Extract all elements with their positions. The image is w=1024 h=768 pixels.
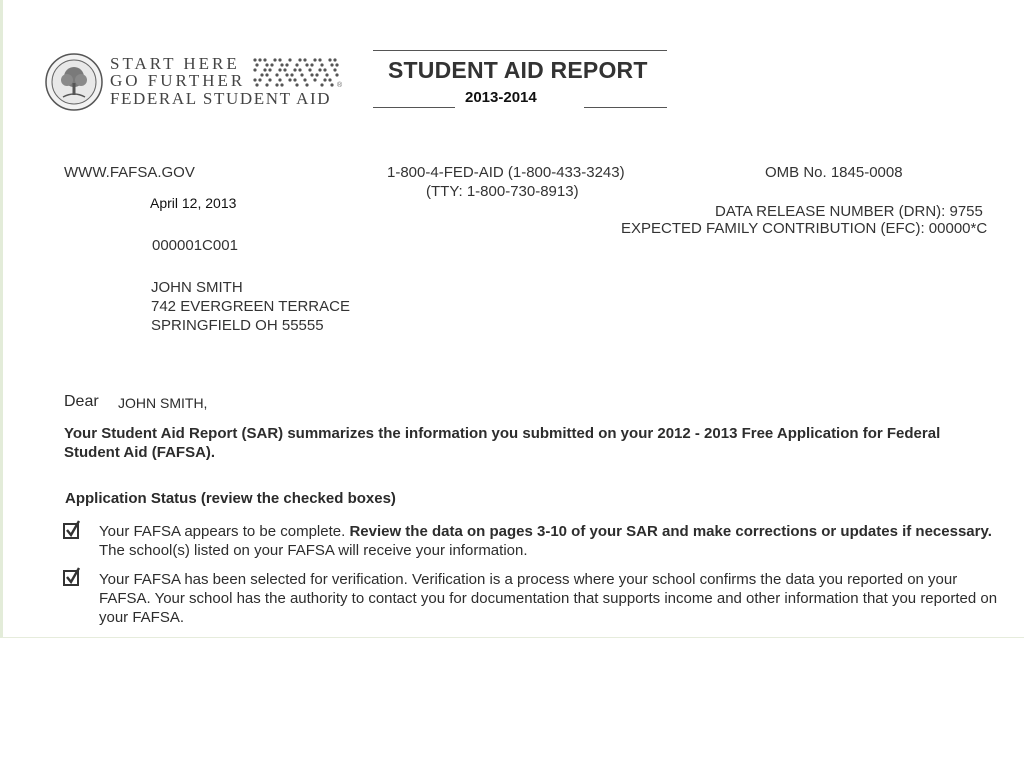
status-item-text-end: The school(s) listed on your FAFSA will receive your information. bbox=[99, 542, 528, 559]
logo-start-here: START HERE bbox=[110, 54, 240, 73]
recipient-city: SPRINGFIELD OH 55555 bbox=[151, 317, 324, 334]
application-status-heading: Application Status (review the checked boxes) bbox=[65, 490, 396, 507]
registered-mark: ® bbox=[337, 82, 343, 89]
status-item-verification bbox=[99, 570, 999, 627]
omb-number: OMB No. 1845-0008 bbox=[765, 164, 903, 181]
website-link[interactable]: WWW.FAFSA.GOV bbox=[64, 164, 195, 181]
checked-box-icon bbox=[63, 520, 81, 540]
phone-number: 1-800-4-FED-AID (1-800-433-3243) bbox=[387, 164, 625, 181]
status-item-text: Your FAFSA has been selected for verification. Verification is a process where your school confirms the data you reported on your FAFSA. Your school has the authority to contact you for documentation that supports income and other information that you reported on your FAFSA. bbox=[99, 571, 998, 626]
expected-family-contribution: EXPECTED FAMILY CONTRIBUTION (EFC): 00000*C bbox=[621, 220, 988, 237]
year-left-rule bbox=[373, 107, 455, 108]
tty-number: (TTY: 1-800-730-8913) bbox=[426, 183, 579, 200]
recipient-name: JOHN SMITH bbox=[151, 279, 243, 296]
department-of-education-seal-icon bbox=[45, 53, 103, 111]
document-code: 000001C001 bbox=[152, 237, 238, 254]
intro-paragraph: Your Student Aid Report (SAR) summarizes the information you submitted on your 2012 - 2013 Free Application for Federal Student Aid (FAFSA). bbox=[64, 425, 941, 461]
status-item-emphasis: Review the data on pages 3-10 of your SAR and make corrections or updates if necessary. bbox=[349, 523, 992, 540]
checked-box-icon bbox=[63, 567, 81, 587]
salutation-name: JOHN SMITH, bbox=[118, 395, 208, 411]
logo-federal-student-aid: FEDERAL STUDENT AID bbox=[110, 89, 332, 108]
data-release-number: DATA RELEASE NUMBER (DRN): 9755 bbox=[715, 203, 983, 220]
salutation: Dear bbox=[64, 393, 99, 410]
status-item-text: Your FAFSA appears to be complete. bbox=[99, 523, 350, 540]
year-right-rule bbox=[584, 107, 667, 108]
status-item-complete bbox=[99, 522, 999, 560]
report-date: April 12, 2013 bbox=[150, 195, 237, 211]
report-title: STUDENT AID REPORT bbox=[388, 57, 648, 83]
recipient-street: 742 EVERGREEN TERRACE bbox=[151, 298, 350, 315]
logo-go-further: GO FURTHER bbox=[110, 71, 246, 90]
report-year: 2013-2014 bbox=[465, 89, 537, 106]
logo-dot-pattern-icon bbox=[252, 57, 343, 89]
title-top-rule bbox=[373, 50, 667, 51]
